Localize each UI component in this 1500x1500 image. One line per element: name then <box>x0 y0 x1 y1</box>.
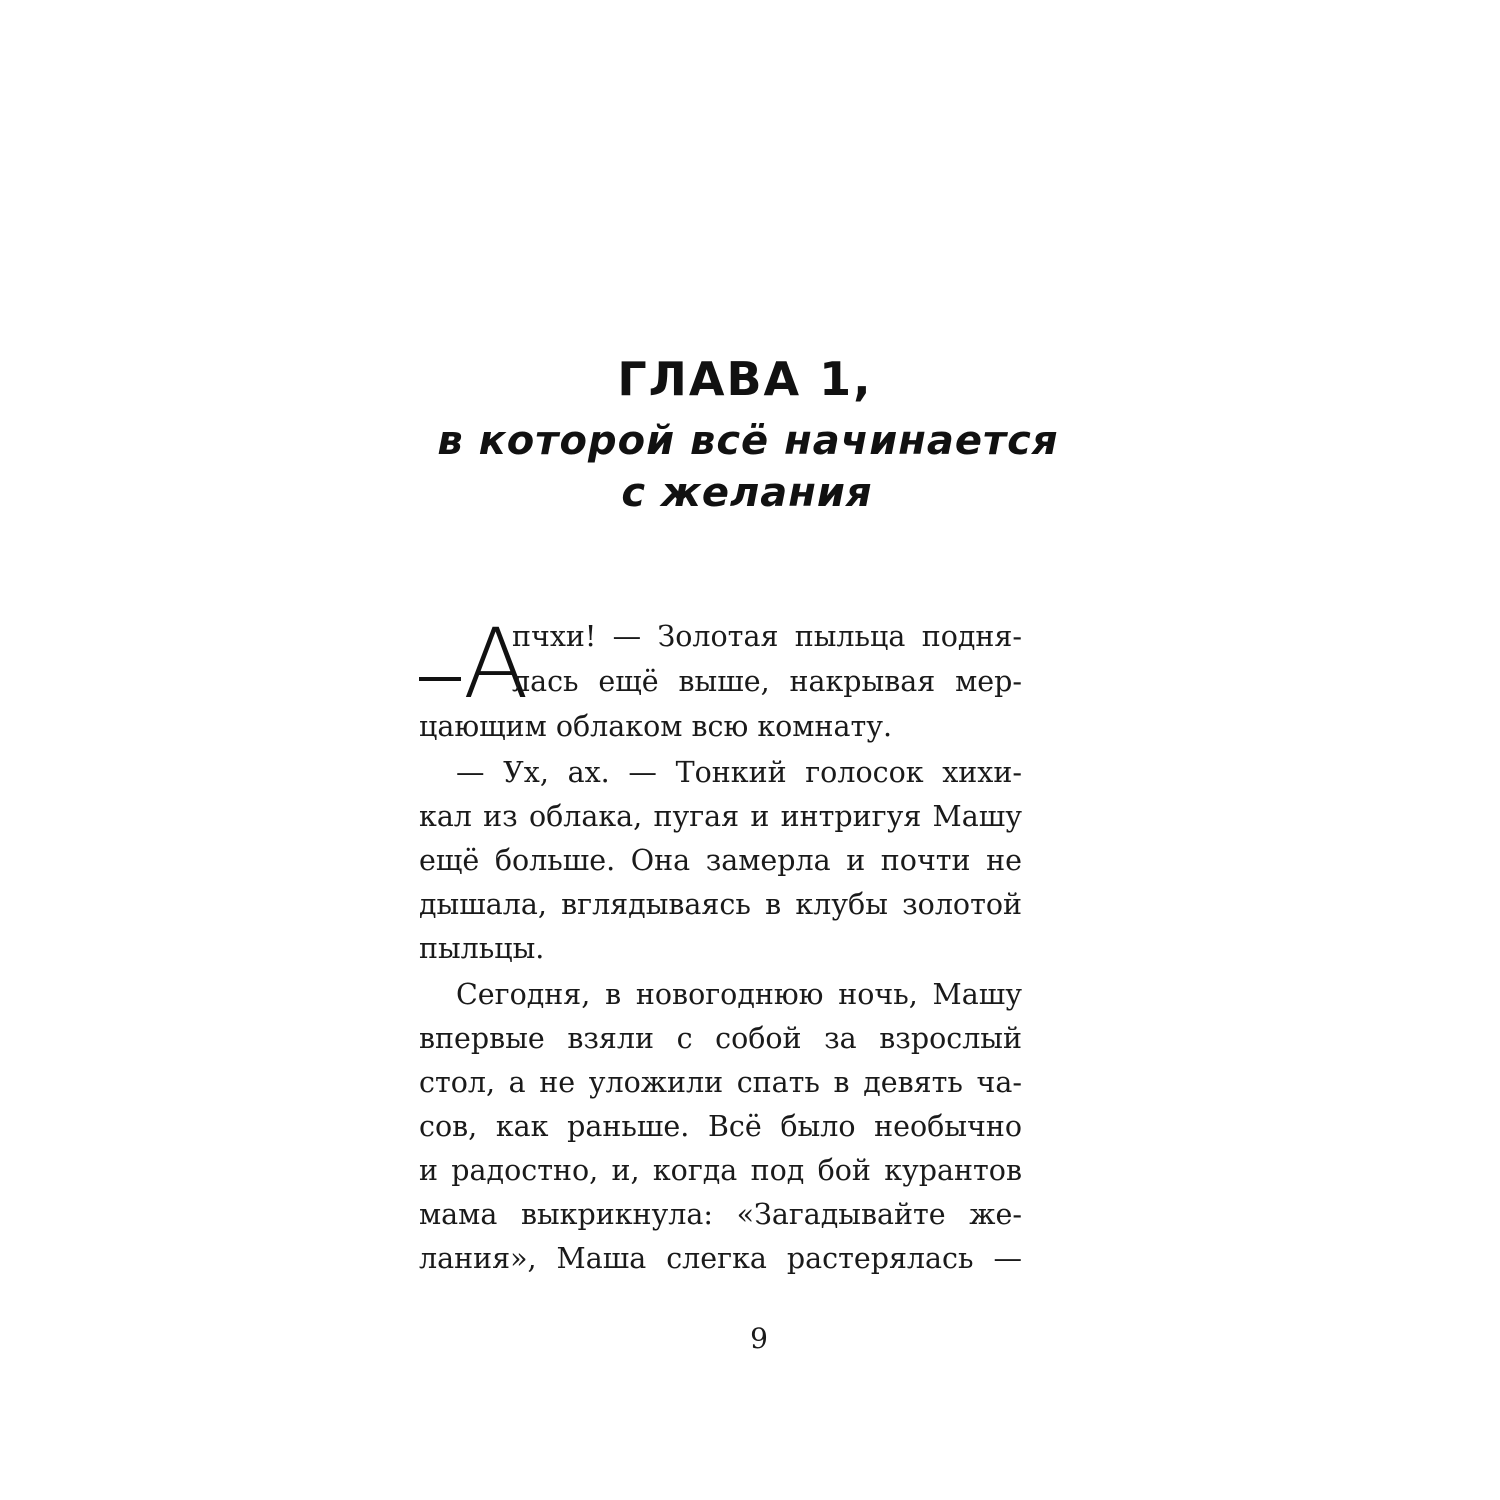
text-line: лась ещё выше, накрывая мер- <box>512 665 1022 698</box>
drop-cap-letter: А <box>463 608 525 720</box>
text-line: — Ух, ах. — Тонкий голосок хихи- <box>456 756 1022 789</box>
chapter-title: ГЛАВА 1, <box>617 352 873 406</box>
text-line: мама выкрикнула: «Загадывайте же- <box>419 1198 1022 1231</box>
page-number: 9 <box>750 1322 768 1355</box>
text-line: пыльцы. <box>419 932 545 965</box>
text-line: и радостно, и, когда под бой курантов <box>419 1154 1022 1187</box>
chapter-subtitle-line-1: в которой всё начинается <box>437 418 1059 464</box>
text-line: лания», Маша слегка растерялась — <box>419 1242 1022 1275</box>
drop-cap <box>419 608 525 720</box>
text-line: ещё больше. Она замерла и почти не <box>419 844 1022 877</box>
text-line: кал из облака, пугая и интригуя Машу <box>419 800 1022 833</box>
text-line: впервые взяли с собой за взрослый <box>419 1022 1022 1055</box>
text-line: Сегодня, в новогоднюю ночь, Машу <box>456 978 1022 1011</box>
chapter-subtitle-line-2: с желания <box>621 470 873 516</box>
text-line: цающим облаком всю комнату. <box>419 710 893 743</box>
text-line: дышала, вглядываясь в клубы золотой <box>419 888 1022 921</box>
text-line: пчхи! — Золотая пыльца подня- <box>512 620 1022 653</box>
text-line: сов, как раньше. Всё было необычно <box>419 1110 1022 1143</box>
drop-cap-dash <box>419 677 461 681</box>
text-line: стол, а не уложили спать в девять ча- <box>419 1066 1022 1099</box>
